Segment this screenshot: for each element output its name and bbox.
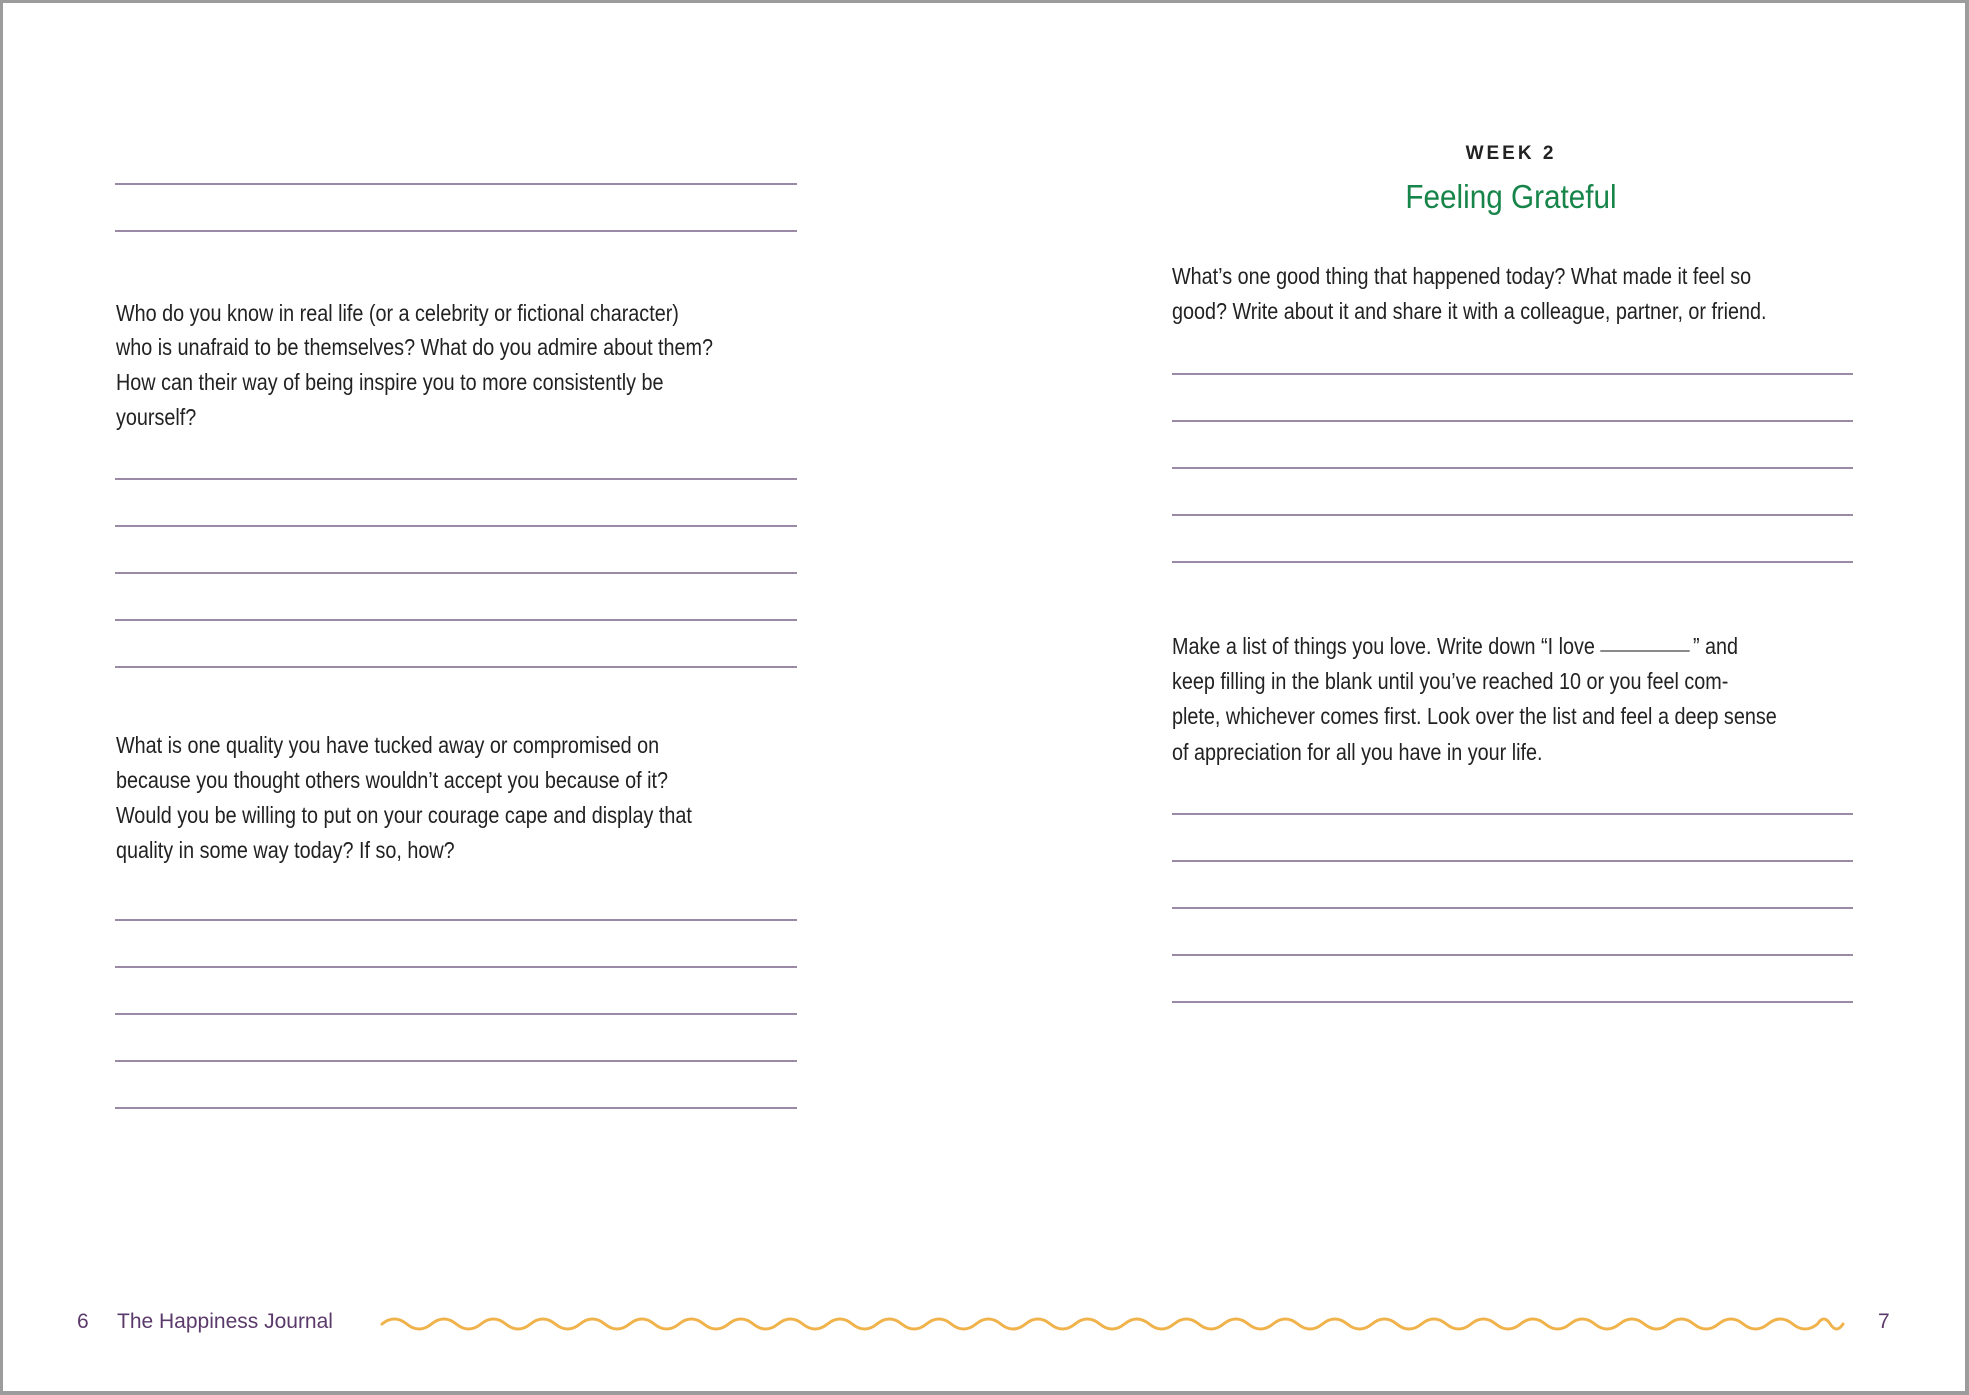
prompt-line: Who do you know in real life (or a celebrity or fictional character)	[116, 300, 679, 326]
prompt-line: What is one quality you have tucked away or compromised on	[116, 732, 660, 758]
writing-line[interactable]	[115, 966, 797, 968]
writing-line[interactable]	[1172, 907, 1853, 909]
writing-line[interactable]	[1172, 561, 1853, 563]
prompt-line: quality in some way today? If so, how?	[116, 837, 455, 863]
prompt-line: keep filling in the blank until you’ve reached 10 or you feel com-	[1172, 668, 1729, 694]
writing-line[interactable]	[1172, 467, 1853, 469]
writing-line[interactable]	[115, 666, 797, 668]
writing-line[interactable]	[115, 1013, 797, 1015]
decorative-wave-divider	[380, 1312, 1850, 1336]
writing-line[interactable]	[115, 619, 797, 621]
page-number-right: 7	[1878, 1310, 1890, 1333]
writing-line[interactable]	[115, 919, 797, 921]
prompt-line: What’s one good thing that happened today? What made it feel so	[1172, 263, 1752, 289]
prompt-line: yourself?	[116, 404, 197, 430]
prompt-text: ” and	[1692, 633, 1739, 659]
writing-line[interactable]	[1172, 1001, 1853, 1003]
prompt-text: Make a list of things you love. Write down “I love	[1172, 633, 1595, 659]
writing-line[interactable]	[115, 1060, 797, 1062]
prompt-line: plete, whichever comes first. Look over the list and feel a deep sense	[1172, 703, 1777, 729]
prompt-line: How can their way of being inspire you to more consistently be	[116, 369, 664, 395]
prompt-line: Would you be willing to put on your courage cape and display that	[116, 802, 692, 828]
writing-line[interactable]	[1172, 813, 1853, 815]
writing-line[interactable]	[115, 183, 797, 185]
prompt-line	[1172, 635, 1738, 658]
prompt-line: who is unafraid to be themselves? What do you admire about them?	[116, 334, 714, 360]
writing-line[interactable]	[1172, 373, 1853, 375]
running-head: The Happiness Journal	[117, 1310, 333, 1333]
writing-line[interactable]	[1172, 860, 1853, 862]
prompt-line: because you thought others wouldn’t accept you because of it?	[116, 767, 669, 793]
writing-line[interactable]	[1172, 420, 1853, 422]
writing-line[interactable]	[115, 525, 797, 527]
prompt-line: good? Write about it and share it with a colleague, partner, or friend.	[1172, 298, 1767, 324]
writing-line[interactable]	[115, 1107, 797, 1109]
writing-line[interactable]	[115, 230, 797, 232]
page-title: Feeling Grateful	[1405, 178, 1617, 215]
fill-in-blank	[1600, 650, 1689, 652]
week-label: WEEK 2	[1465, 143, 1557, 164]
writing-line[interactable]	[115, 572, 797, 574]
writing-line[interactable]	[115, 478, 797, 480]
writing-line[interactable]	[1172, 954, 1853, 956]
page-number-left: 6	[77, 1310, 89, 1333]
writing-line[interactable]	[1172, 514, 1853, 516]
prompt-line: of appreciation for all you have in your life.	[1172, 739, 1543, 765]
